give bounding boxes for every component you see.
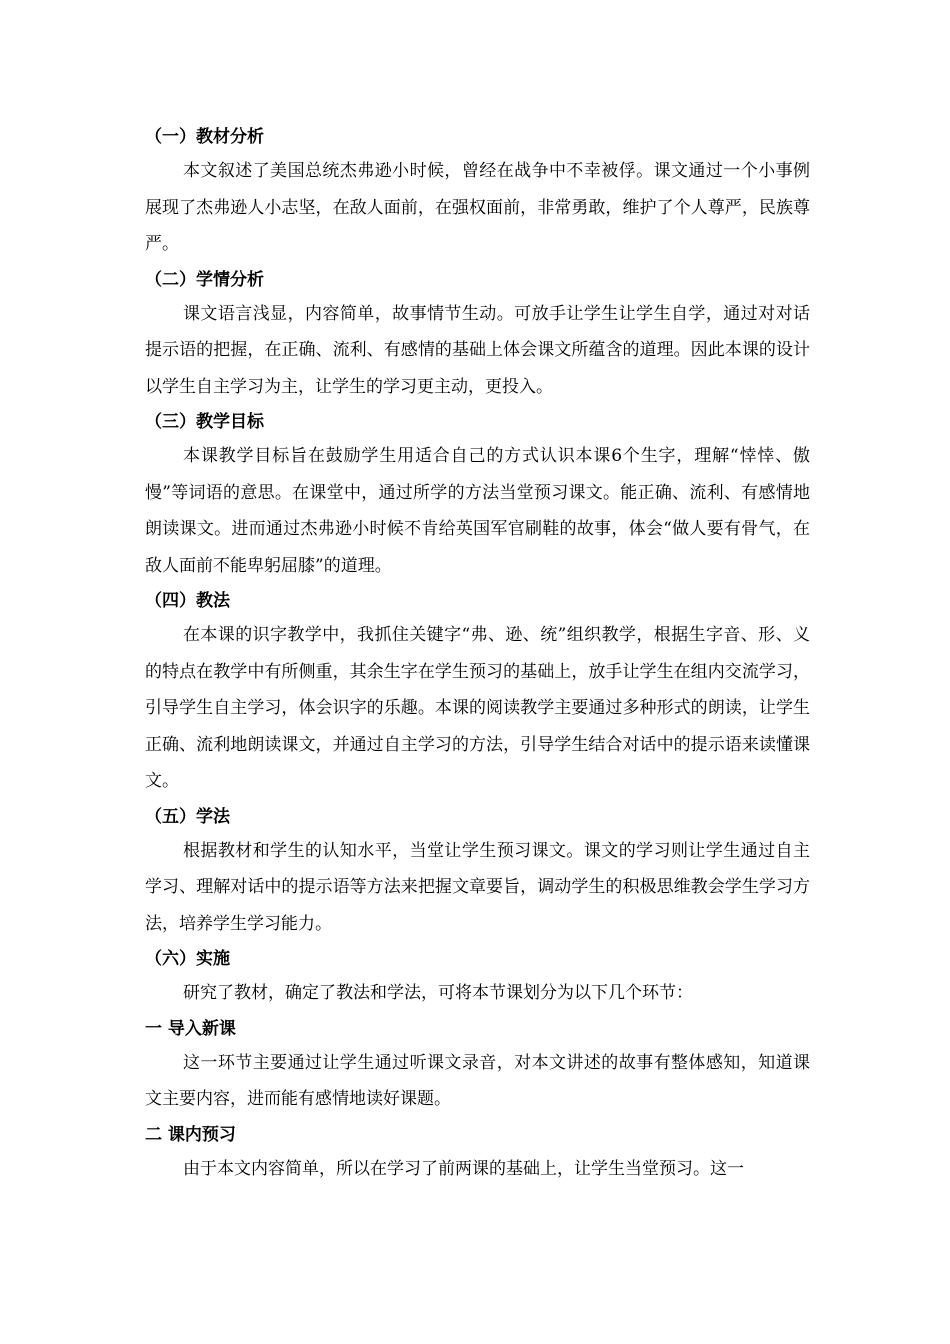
paragraph-introduce-lesson: 这一环节主要通过让学生通过听课文录音，对本文讲述的故事有整体感知，知道课文主要内容，进而能有感情地读好课题。 <box>145 1052 810 1109</box>
section-heading-student-analysis: （二）学情分析 <box>145 269 264 290</box>
section-heading-implementation: （六）实施 <box>145 949 230 969</box>
section-heading-in-class-preview: 二 课内预习 <box>145 1124 236 1145</box>
paragraph-student-analysis: 课文语言浅显，内容简单，故事情节生动。可放手让学生让学生自学，通过对对话提示语的把握，在正确、流利、有感情的基础上体会课文所蕴含的道理。因此本课的设计以学生自主学习为主，让学生的学习更主动，更投入。 <box>145 303 810 397</box>
section-heading-teaching-goals: （三）教学目标 <box>145 412 264 432</box>
section-heading-introduce-lesson: 一 导入新课 <box>145 1018 236 1039</box>
paragraph-implementation: 研究了教材，确定了教法和学法，可将本节课划分为以下几个环节： <box>183 983 693 1003</box>
paragraph-learning-method: 根据教材和学生的认知水平，当堂让学生预习课文。课文的学习则让学生通过自主学习、理解对话中的提示语等方法来把握文章要旨，调动学生的积极思维教会学生学习方法，培养学生学习能力。 <box>145 840 810 934</box>
paragraph-teaching-method: 在本课的识字教学中，我抓住关键字“弗、逊、统”组织教学，根据生字音、形、义的特点在教学中有所侧重，其余生字在学生预习的基础上，放手让学生在组内交流学习，引导学生自主学习，体会识字的乐趣。本课的阅读教学主要通过多种形式的朗读，让学生正确、流利地朗读课文，并通过自主学习的方法，引导学生结合对话中的提示语来读懂课文。 <box>145 625 810 791</box>
section-heading-learning-method: （五）学法 <box>145 806 230 827</box>
paragraph-in-class-preview: 由于本文内容简单，所以在学习了前两课的基础上，让学生当堂预习。这一 <box>183 1158 744 1179</box>
document-body <box>145 120 810 1187</box>
paragraph-teaching-goals: 本课教学目标旨在鼓励学生用适合自己的方式认识本课6个生字，理解“悻悻、傲慢”等词语的意思。在课堂中，通过所学的方法当堂预习课文。能正确、流利、有感情地朗读课文。进而通过杰弗逊小时候不肯给英国军官刷鞋的故事，体会“做人要有骨气，在敌人面前不能卑躬屈膝”的道理。 <box>145 446 810 576</box>
paragraph-textbook-analysis: 本文叙述了美国总统杰弗逊小时候，曾经在战争中不幸被俘。课文通过一个小事例展现了杰弗逊人小志坚，在敌人面前，在强权面前，非常勇敢，维护了个人尊严，民族尊严。 <box>145 161 810 254</box>
section-heading-teaching-method: （四）教法 <box>145 591 230 611</box>
section-heading-textbook-analysis: （一）教材分析 <box>145 127 264 147</box>
